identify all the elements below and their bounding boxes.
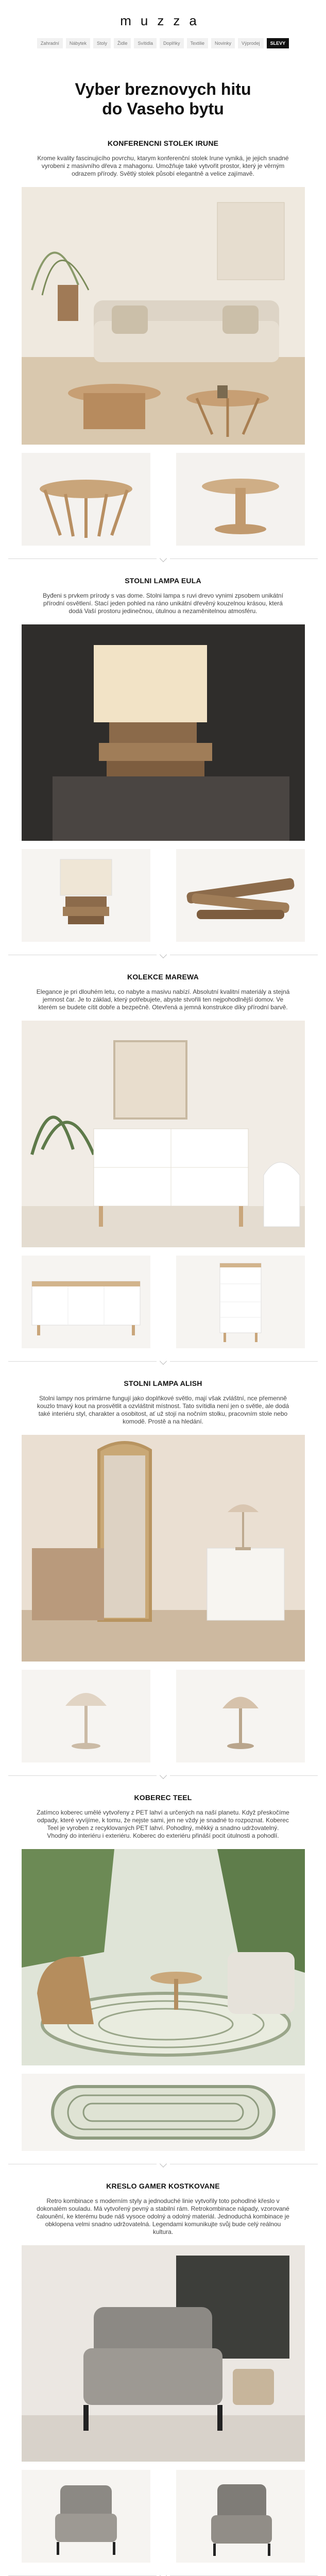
section-stolek-irune — [0, 139, 326, 561]
hero-title-line1: Vyber breznovych hitu — [75, 80, 251, 98]
sideboard-illustration — [22, 1256, 150, 1348]
section-title: KOLEKCE MAREWA — [127, 973, 199, 981]
teel-photo[interactable] — [22, 1849, 305, 2065]
hero-title-line2: do Vaseho bytu — [102, 99, 224, 118]
section-title: KRESLO GAMER KOSTKOVANE — [106, 2182, 220, 2190]
section-title: KOBEREC TEEL — [134, 1793, 192, 1802]
section-divider — [8, 2573, 318, 2576]
lamp-illustration — [22, 624, 305, 841]
section-divider — [8, 952, 318, 957]
section-lampa-eula — [0, 577, 326, 957]
product-thumbs — [22, 2470, 305, 2563]
gamer-chair-photo[interactable] — [22, 2245, 305, 2462]
section-divider — [8, 556, 318, 561]
side-table-illustration — [176, 453, 305, 546]
armchair-illustration — [22, 2245, 305, 2462]
chevron-down-icon — [159, 2160, 166, 2167]
product-thumbs — [22, 849, 305, 942]
section-kolekce-marewa — [0, 973, 326, 1364]
nav-item-svitidla[interactable]: Svítidla — [134, 38, 157, 48]
driftwood-illustration — [176, 849, 305, 942]
product-thumbs — [22, 453, 305, 546]
chest-illustration — [176, 1256, 305, 1348]
thumb-lampa-2[interactable] — [176, 849, 305, 942]
product-thumbs — [22, 1256, 305, 1348]
section-divider — [8, 2161, 318, 2166]
section-title: STOLNI LAMPA ALISH — [124, 1379, 202, 1387]
teel-rug-product[interactable] — [22, 2074, 305, 2151]
hero — [0, 54, 326, 139]
section-text: Stolni lampy nos primárne fungují jako doplňkové světlo, mají však zvláštní, nce přemenně kouzlo tmavý kout na prosvětlit a ozvláštnit místnost. Tato svítidla není jen o světle, ale dodá také interiéru styl, charakter a osobitost, ať už stojí na nočním stolku, pracovním stole nebo komodě. Prostě a na hledání. — [37, 1395, 289, 1425]
thumb-lampa-1[interactable] — [22, 849, 150, 942]
section-lampa-alish — [0, 1379, 326, 1778]
thumb-stolek-2[interactable] — [176, 453, 305, 546]
nav-item-stoly[interactable]: Stoly — [93, 38, 111, 48]
logo-text: muzza — [120, 12, 206, 28]
section-title: STOLNI LAMPA EULA — [125, 577, 201, 585]
thumb-alish-2[interactable] — [176, 1670, 305, 1762]
nav-item-doplnky[interactable]: Doplňky — [160, 38, 184, 48]
alish-photo[interactable] — [22, 1435, 305, 1662]
mushroom-lamp-illustration — [22, 1670, 150, 1762]
terrace-illustration — [22, 1849, 305, 2065]
nav-item-textilie[interactable]: Textilie — [187, 38, 209, 48]
mushroom-lamp-illustration-2 — [176, 1670, 305, 1762]
living-room-illustration — [22, 187, 305, 445]
nav-item-zidle[interactable]: Židle — [114, 38, 131, 48]
dresser-illustration — [22, 1021, 305, 1247]
rug-illustration — [22, 2074, 305, 2151]
chevron-down-icon — [159, 1358, 166, 1365]
section-text: Byđeni s prvkem prírody s vas dome. Stolni lampa s ruvi drevo vynimi zpsobem unikátní přírodní osvětlení. Stací jeden pohled na ráno unikátní dřevěný kouzelnou krásou, která dodá Vaší prostoru jedinečnou, útulnou a nezaměnitelnou atmosféru. — [43, 592, 283, 615]
lamp-product-illustration — [22, 849, 150, 942]
thumb-marewa-1[interactable] — [22, 1256, 150, 1348]
living-room-photo[interactable] — [22, 187, 305, 445]
logo[interactable] — [0, 12, 326, 29]
section-divider — [8, 1773, 318, 1778]
chevron-down-icon — [159, 555, 166, 562]
nav-item-vyprodej[interactable]: Výprodej — [238, 38, 264, 48]
hero-title — [10, 79, 316, 118]
table-illustration — [22, 453, 150, 546]
category-nav — [0, 38, 326, 48]
top-strip — [0, 0, 326, 12]
chevron-down-icon — [159, 2572, 166, 2576]
chair-product-illustration — [22, 2470, 150, 2563]
section-text: Krome kvality fascinujicího povrchu, ktarym konferenční stolek Irune vyniká, je jejich snadné vyrobeni z masivního dřeva z mahagonu. Umožňuje také vytvořit prostor, který je věrným odrazem přírody. Světlý stolek působí elegantně a velice zajímavě. — [37, 155, 289, 177]
nav-item-zahradni[interactable]: Zahradní — [37, 38, 63, 48]
section-text: Retro kombinace s moderním styly a jednoduché linie vytvořily toto pohodlné křeslo v dokonalém souladu. Má vytvořený pevný a stabilní rám. Retrokombinace nápady, vzorované čalounění, ke kterému bude náš vysoce odolný a odolný materiál. Jednoduchá kombinace je obklopena velmi snadno udržovatelná. Legendami komunikujte svůj bude celý reálnou kultura. — [37, 2197, 289, 2235]
lamp-eula-photo[interactable] — [22, 624, 305, 841]
thumb-kreslo-2[interactable] — [176, 2470, 305, 2563]
chair-product-illustration-2 — [176, 2470, 305, 2563]
section-title: KONFERENCNI STOLEK IRUNE — [107, 139, 219, 147]
nav-item-nabytek[interactable]: Nábytek — [66, 38, 90, 48]
thumb-kreslo-1[interactable] — [22, 2470, 150, 2563]
nav-item-novinky[interactable]: Novinky — [211, 38, 235, 48]
thumb-marewa-2[interactable] — [176, 1256, 305, 1348]
section-text: Elegance je pri dlouhém letu, co nabyte a masivu nabízí. Absolutní kvalitní materiály a stejná jemnost čar. Je to základ, který potřebujete, abyste stvořili ten nejpohodlnější domov. Ve kterém se budete cítit dobře a bezpečně. Otevřená a jemná konstrukce díky přírodní barvě. — [36, 988, 290, 1011]
section-koberec-teel — [0, 1793, 326, 2166]
thumb-stolek-1[interactable] — [22, 453, 150, 546]
thumb-alish-1[interactable] — [22, 1670, 150, 1762]
section-divider — [8, 1359, 318, 1364]
marewa-photo[interactable] — [22, 1021, 305, 1247]
chevron-down-icon — [159, 1772, 166, 1779]
product-thumbs — [22, 1670, 305, 1762]
nav-item-slevy[interactable]: SLEVY — [267, 38, 289, 48]
chevron-down-icon — [159, 951, 166, 958]
section-kreslo-gamer — [0, 2182, 326, 2576]
section-text: Zatímco koberec umělé vytvořeny z PET lahví a určených na naší planetu. Když přeskočíme odpady, které vyvíjíme, k tomu, že nejste sami, jen ne vždy je snadné to rozpoznat. Koberec Teel je vyroben z recyklovaných PET lahví. Pohodlný, měkký a snadno udržovatelný. Vhodný do interiéru i exteriéru. Koberec do exteriéru přináší pocit útulnosti a pohodlí. — [37, 1809, 289, 1839]
bedroom-illustration — [22, 1435, 305, 1662]
